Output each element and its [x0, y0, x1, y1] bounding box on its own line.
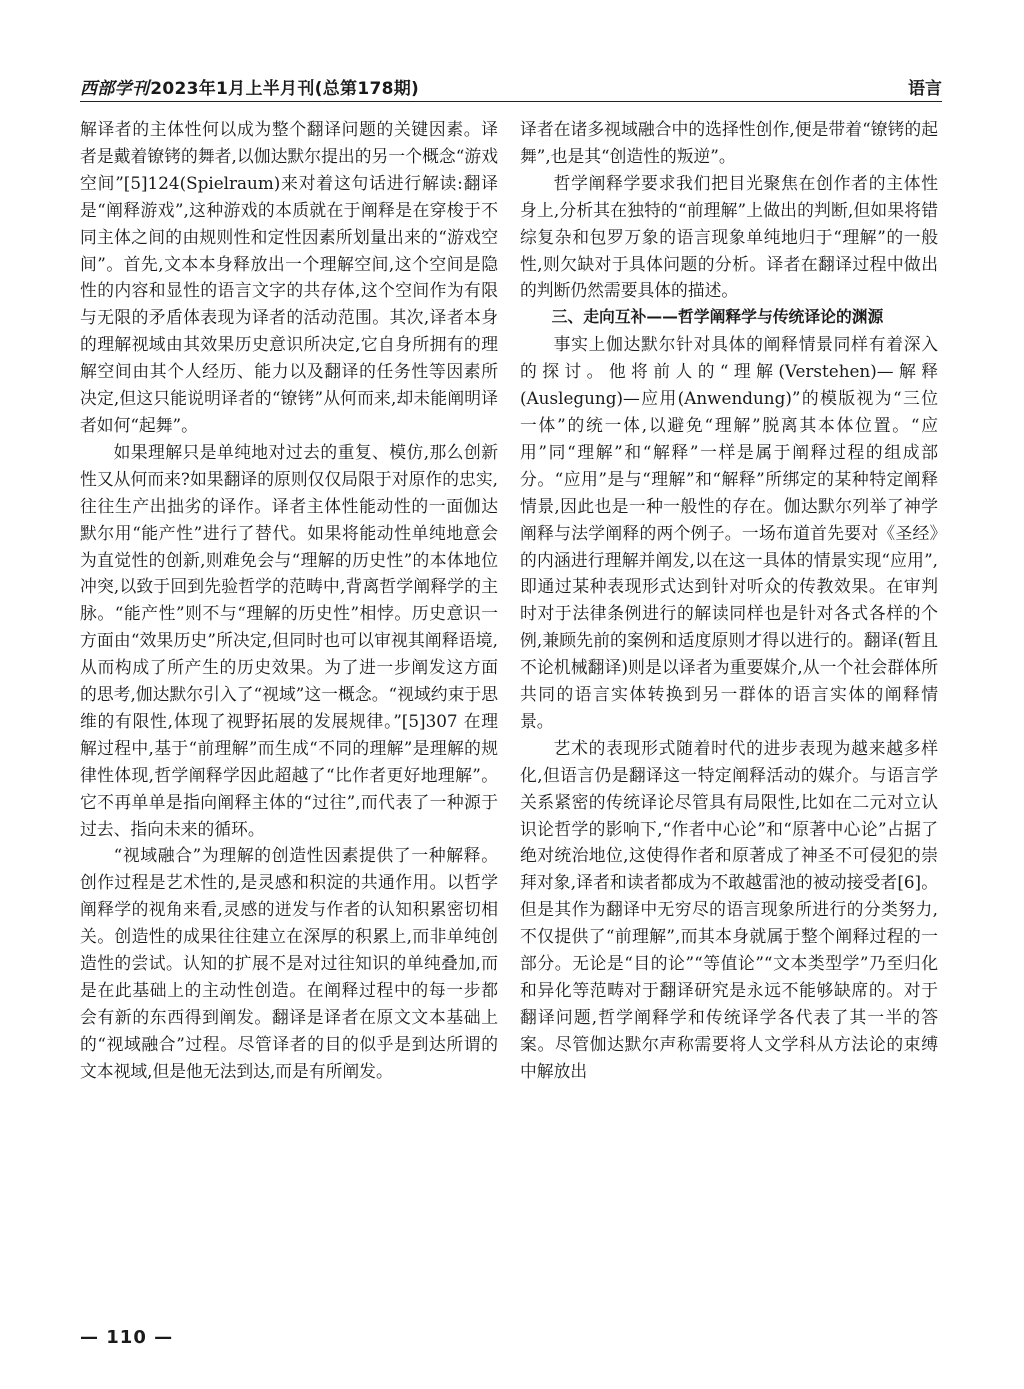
journal-logo: 西部学刊	[80, 79, 150, 99]
journal-issue: 2023年1月上半月刊(总第178期)	[150, 79, 420, 99]
paragraph: 哲学阐释学要求我们把目光聚焦在创作者的主体性身上,分析其在独特的“前理解”上做出的判断,但如果将错综复杂和包罗万象的语言现象单纯地归于“理解”的一般性,则欠缺对于具体问题的分析。译者在翻译过程中做出的判断仍然需要具体的描述。	[520, 172, 938, 301]
left-column	[80, 116, 498, 1085]
paragraph: “视域融合”为理解的创造性因素提供了一种解释。创作过程是艺术性的,是灵感和积淀的共通作用。以哲学阐释学的视角来看,灵感的迸发与作者的认知积累密切相关。创造性的成果往往建立在深厚的积累上,而非单纯创造性的尝试。认知的扩展不是对过往知识的单纯叠加,而是在此基础上的主动性创造。在阐释过程中的每一步都会有新的东西得到阐发。翻译是译者在原文文本基础上的“视域融合”过程。尽管译者的目的似乎是到达所谓的文本视域,但是他无法到达,而是有所阐发。	[80, 845, 498, 1081]
paragraph: 如果理解只是单纯地对过去的重复、模仿,那么创新性又从何而来?如果翻译的原则仅仅局限于对原作的忠实,往往生产出拙劣的译作。译者主体性能动性的一面伽达默尔用“能产性”进行了替代。如果将能动性单纯地意会为直觉性的创新,则难免会与“理解的历史性”的本体地位冲突,以致于回到先验哲学的范畴中,背离哲学阐释学的主脉。“能产性”则不与“理解的历史性”相悖。历史意识一方面由“效果历史”所决定,但同时也可以审视其阐释语境,从而构成了所产生的历史效果。为了进一步阐发这方面的思考,伽达默尔引入了“视域”这一概念。“视域约束于思维的有限性,体现了视野拓展的发展规律。”[5]307 在理解过程中,基于“前理解”而生成“不同的理解”是理解的规律性体现,哲学阐释学因此超越了“比作者更好地理解”。它不再单单是指向阐释主体的“过往”,而代表了一种源于过去、指向未来的循环。	[80, 441, 498, 839]
section-heading: 三、走向互补——哲学阐释学与传统译论的渊源	[551, 307, 884, 327]
header-rule	[80, 101, 942, 102]
page-number: — 110 —	[80, 1327, 174, 1348]
running-header	[80, 74, 942, 100]
section-label: 语言	[908, 79, 942, 99]
paragraph: 艺术的表现形式随着时代的进步表现为越来越多样化,但语言仍是翻译这一特定阐释活动的媒介。与语言学关系紧密的传统译论尽管具有局限性,比如在二元对立认识论哲学的影响下,“作者中心论”和“原著中心论”占据了绝对统治地位,这使得作者和原著成了神圣不可侵犯的崇拜对象,译者和读者都成为不敢越雷池的被动接受者[6]。但是其作为翻译中无穷尽的语言现象所进行的分类努力,不仅提供了“前理解”,而其本身就属于整个阐释过程的一部分。无论是“目的论”“等值论”“文本类型学”乃至归化和异化等范畴对于翻译研究是永远不能够缺席的。对于翻译问题,哲学阐释学和传统译学各代表了其一半的答案。尽管伽达默尔声称需要将人文学科从方法论的束缚中解放出	[520, 737, 938, 1081]
journal-title	[80, 74, 419, 99]
paragraph: 事实上伽达默尔针对具体的阐释情景同样有着深入的探讨。他将前人的“理解(Verstehen)—解释(Auslegung)—应用(Anwendung)”的模版视为“三位一体”的统一体,以避免“理解”脱离其本体位置。“应用”同“理解”和“解释”一样是属于阐释过程的组成部分。“应用”是与“理解”和“解释”所绑定的某种特定阐释情景,因此也是一种一般性的存在。伽达默尔列举了神学阐释与法学阐释的两个例子。一场布道首先要对《圣经》的内涵进行理解并阐发,以在这一具体的情景实现“应用”,即通过某种表现形式达到针对听众的传教效果。在审判时对于法律条例进行的解读同样也是针对各式各样的个例,兼顾先前的案例和适度原则才得以进行的。翻译(暂且不论机械翻译)则是以译者为重要媒介,从一个社会群体所共同的语言实体转换到另一群体的语言实体的阐释情景。	[520, 334, 938, 731]
paragraph: 解译者的主体性何以成为整个翻译问题的关键因素。译者是戴着镣铐的舞者,以伽达默尔提出的另一个概念“游戏空间”[5]124(Spielraum)来对着这句话进行解读:翻译是“阐释游戏”,这种游戏的本质就在于阐释是在穿梭于不同主体之间的由规则性和定性因素所划量出来的“游戏空间”。首先,文本本身释放出一个理解空间,这个空间是隐性的内容和显性的语言文字的共存体,这个空间作为有限与无限的矛盾体表现为译者的活动范围。其次,译者本身的理解视域由其效果历史意识所决定,它自身所拥有的理解空间由其个人经历、能力以及翻译的任务性等因素所决定,但这只能说明译者的“镣铐”从何而来,却未能阐明译者如何“起舞”。	[80, 119, 498, 435]
paragraph: 译者在诸多视域融合中的选择性创作,便是带着“镣铐的起舞”,也是其“创造性的叛逆”。	[520, 119, 938, 166]
right-column	[520, 116, 938, 1085]
